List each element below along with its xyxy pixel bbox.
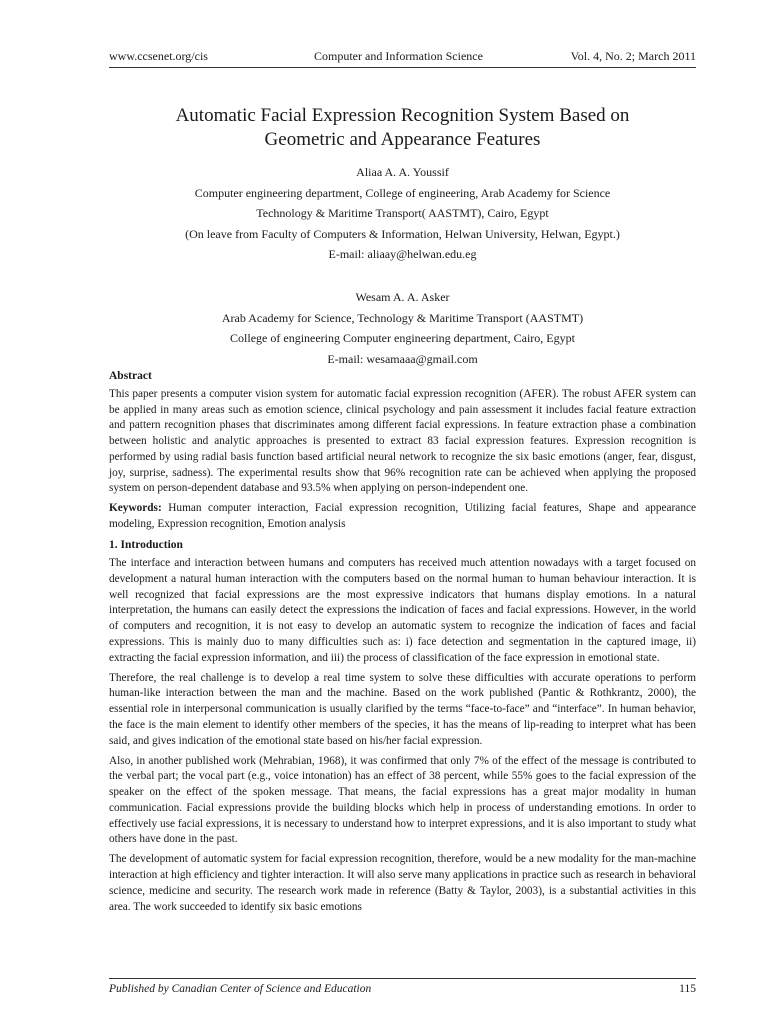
journal-name: Computer and Information Science (314, 49, 483, 63)
intro-paragraph: The interface and interaction between humans and computers has received much attention nowadays with a target focused on development a natural human interaction with the computers based on the normal human to human behaviour interaction. It is well recognized that facial expressions are the most expressive indicators that humans display emotions. In a natural interpretation, the humans can easily detect the expressions the indication of faces and facial expressions. However, in the world of computers and recognition, it is not easy to develop an automatic system to recognize the indication of faces and facial expressions. This is mainly duo to many difficulties such as: i) face detection and segmentation in the captured image, ii) extracting the facial expression information, and iii) the process of classification of the face expression in emotional state. (109, 557, 696, 664)
page-number: 115 (679, 983, 696, 995)
author-name: Aliaa A. A. Youssif (356, 165, 449, 179)
abstract-heading: Abstract (109, 370, 152, 382)
intro-paragraph: Therefore, the real challenge is to develop a real time system to solve these difficulties with accurate operations to perform human-like interaction between the man and the machine. Based on the work published (Pantic & Rothkrantz, 2000), the essential role in interpersonal communication is usually clarified by the terms “face-to-face” and “interface”. In human behavior, the face is the main element to identify other members of the species, it has the means of lip-reading to interpret what has been said, and gives indication of the emotional state based on his/her facial expression. (109, 671, 696, 747)
title-line-1: Automatic Facial Expression Recognition System Based on (175, 105, 630, 126)
author-email: E-mail: wesamaaa@gmail.com (327, 351, 478, 366)
author-block-2 (109, 287, 696, 369)
author-affiliation: (On leave from Faculty of Computers & Information, Helwan University, Helwan, Egypt.) (185, 226, 620, 241)
keywords-label: Keywords: (109, 502, 162, 515)
volume-info: Vol. 4, No. 2; March 2011 (570, 49, 696, 63)
paper-title (109, 104, 696, 152)
title-line-2: Geometric and Appearance Features (264, 129, 541, 150)
intro-paragraph: The development of automatic system for facial expression recognition, therefore, would be a new modality for the man-machine interaction at high efficiency and tighter interaction. It will also serve many applications in practice such as research in behavioral science, medicine and security. The research work made in reference (Batty & Taylor, 2003), is a substantial activities in this area. The work succeeded to identify six basic emotions (109, 853, 697, 913)
page-footer (109, 978, 696, 997)
running-header (109, 49, 696, 68)
author-email: E-mail: aliaay@helwan.edu.eg (328, 247, 477, 261)
author-affiliation: Arab Academy for Science, Technology & Maritime Transport (AASTMT) (221, 310, 584, 325)
body-text (109, 368, 696, 920)
intro-paragraph: Also, in another published work (Mehrabian, 1968), it was confirmed that only 7% of the effect of the message is contributed to the verbal part; the vocal part (e.g., voice intonation) has an effect of 38 percent, while 55% goes to the facial expression of the speaker on the effect of the spoken message. That means, the facial expressions has a great major modality in human communication. Facial expressions provide the building blocks which help in process of understanding emotions. In order to effectively use facial expressions, it is necessary to understand how to interpret expressions, and it is also important to study what others have done in the past. (109, 754, 696, 846)
keywords (109, 501, 696, 532)
author-affiliation: Computer engineering department, College of engineering, Arab Academy for Science (194, 185, 611, 200)
author-block-1 (109, 162, 696, 265)
keywords-text: Human computer interaction, Facial expression recognition, Utilizing facial features, Shape and appearance modeling, Expression recognition, Emotion analysis (109, 502, 696, 531)
author-affiliation: College of engineering Computer engineering department, Cairo, Egypt (230, 331, 575, 345)
publisher-line: Published by Canadian Center of Science and Education (109, 983, 372, 995)
abstract-text: This paper presents a computer vision system for automatic facial expression recognition (AFER). The robust AFER system can be applied in many areas such as emotion science, clinical psychology and pain assessment it includes facial feature extraction and pattern recognition phases that discriminates among different facial expressions. In feature extraction phase a combination between holistic and analytic approaches is presented to extract 83 facial expression features. Expression recognition is performed by using radial basis function based artificial neural network to recognize the six basic emotions (anger, fear, disgust, joy, surprise, sadness). The experimental results show that 96% recognition rate can be achieved when applying the proposed system on person-dependent database and 93.5% when applying on person-independent one. (109, 388, 696, 495)
journal-url: www.ccsenet.org/cis (109, 49, 208, 63)
introduction-heading: 1. Introduction (109, 539, 183, 552)
author-affiliation: Technology & Maritime Transport( AASTMT), Cairo, Egypt (256, 206, 549, 220)
author-name: Wesam A. A. Asker (355, 290, 450, 304)
